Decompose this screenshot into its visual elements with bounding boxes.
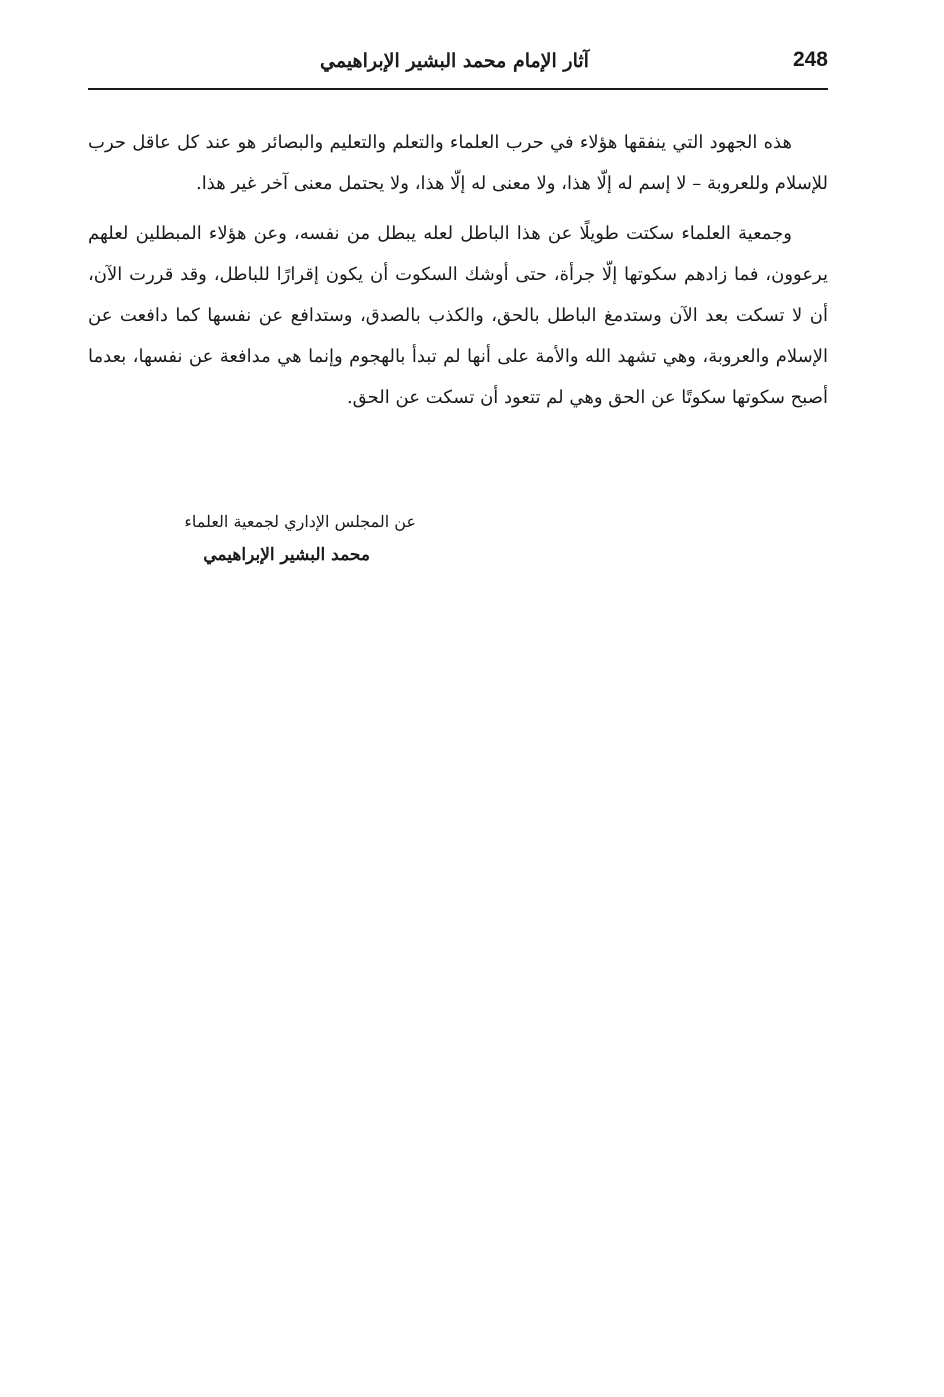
signature-block: [150, 506, 416, 572]
paragraph-2: وجمعية العلماء سكتت طويلًا عن هذا الباطل لعله يبطل من نفسه، وعن هؤلاء المبطلين لعلهم يرعوون، فما زادهم سكوتها إلّا جرأة، حتى أوشك السكوت أن يكون إقرارًا للباطل، وقد قررت الآن، أن لا تسكت بعد الآن وستدمغ الباطل بالحق، والكذب بالصدق، وستدافع عن نفسها كما دافعت عن الإسلام والعروبة، وهي تشهد الله والأمة على أنها لم تبدأ بالهجوم وإنما هي مدافعة عن نفسها، بعدما أصبح سكوتها سكوتًا عن الحق وهي لم تتعود أن تسكت عن الحق.: [88, 223, 829, 408]
running-title: آثار الإمام محمد البشير الإبراهيمي: [320, 50, 589, 72]
body-text: [88, 122, 828, 418]
page-number: 248: [792, 48, 828, 71]
signature-affiliation: عن المجلس الإداري لجمعية العلماء: [184, 512, 416, 531]
signature-name: محمد البشير الإبراهيمي: [203, 545, 370, 565]
paragraph-1: هذه الجهود التي ينفقها هؤلاء في حرب العلماء والتعلم والتعليم والبصائر هو عند كل عاقل حرب للإسلام وللعروبة – لا إسم له إلّا هذا، ولا معنى له إلّا هذا، ولا يحتمل معنى آخر غير هذا.: [88, 132, 828, 194]
page-header: [88, 44, 828, 90]
